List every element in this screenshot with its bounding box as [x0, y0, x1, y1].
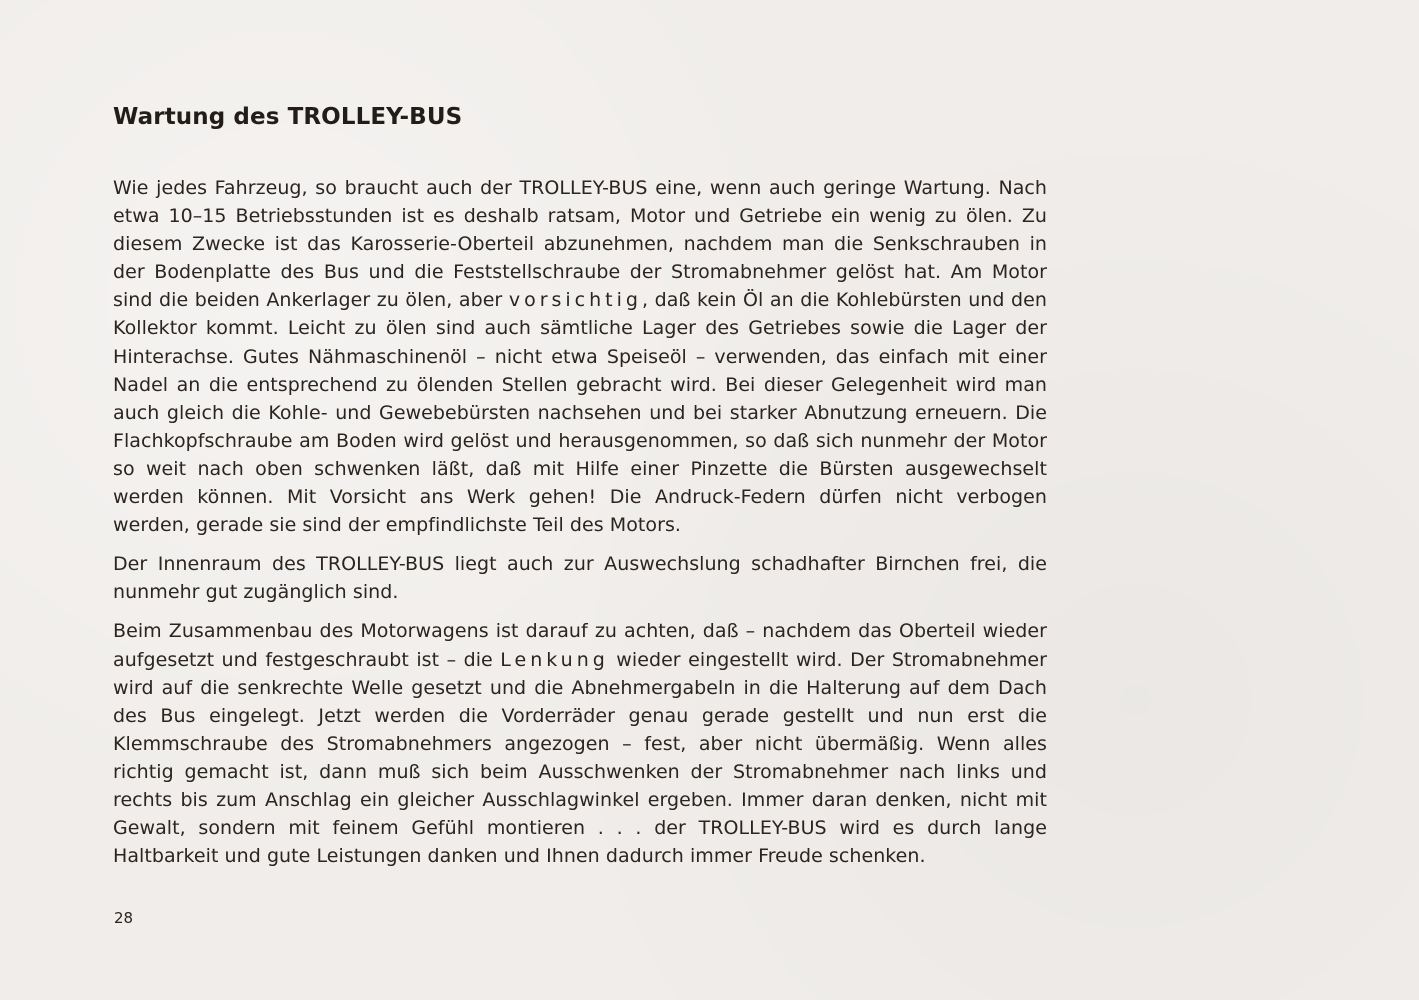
paragraph-3 [113, 617, 1047, 870]
document-body [113, 174, 1047, 870]
page-number: 28 [114, 909, 134, 927]
page-title: Wartung des TROLLEY-BUS [113, 104, 463, 130]
paragraph-1-text-a: Wie jedes Fahrzeug, so braucht auch der TROLLEY-BUS eine, wenn auch geringe Wartung. Nach etwa 10–15 Betriebsstunden ist es deshalb ratsam, Motor und Getriebe ein wenig zu ölen. Zu diesem Zwecke ist das Karosserie-Oberteil abzunehmen, nachdem man die Senkschrauben in der Bodenplatte des Bus und die Feststellschraube der Stromabnehmer gelöst hat. Am Motor sind die beiden Ankerlager zu ölen, aber [113, 177, 1047, 312]
paragraph-1-emphasis: vorsichtig [508, 289, 642, 312]
paragraph-1 [113, 174, 1047, 539]
paragraph-2: Der Innenraum des TROLLEY-BUS liegt auch zur Auswechslung schadhafter Birnchen frei, die nunmehr gut zugänglich sind. [113, 553, 1047, 604]
paragraph-3-text-a: Beim Zusammenbau des Motorwagens ist darauf zu achten, daß – nachdem das Oberteil wieder aufgesetzt und festgeschraubt ist – die [113, 620, 1047, 671]
paragraph-3-emphasis: Lenkung [500, 648, 609, 671]
paragraph-3-text-b: wieder eingestellt wird. Der Stromabnehmer wird auf die senkrechte Welle gesetzt und die Abnehmergabeln in die Halterung auf dem Dach des Bus eingelegt. Jetzt werden die Vorderräder genau gerade gestellt und nun erst die Klemmschraube des Stromabnehmers angezogen – fest, aber nicht übermäßig. Wenn alles richtig gemacht ist, dann muß sich beim Ausschwenken der Stromabnehmer nach links und rechts bis zum Anschlag ein gleicher Ausschlagwinkel ergeben. Immer daran denken, nicht mit Gewalt, sondern mit feinem Gefühl montieren . . . der TROLLEY-BUS wird es durch lange Haltbarkeit und gute Leistungen danken und Ihnen dadurch immer Freude schenken. [113, 648, 1047, 868]
paragraph-1-text-b: , daß kein Öl an die Kohlebürsten und den Kollektor kommt. Leicht zu ölen sind auch sämtliche Lager des Getriebes sowie die Lager der Hinterachse. Gutes Nähmaschinenöl – nicht etwa Speiseöl – verwenden, das einfach mit einer Nadel an die entsprechend zu ölenden Stellen gebracht wird. Bei dieser Gelegenheit wird man auch gleich die Kohle- und Gewebebürsten nachsehen und bei starker Abnutzung erneuern. Die Flachkopfschraube am Boden wird gelöst und herausgenommen, so daß sich nunmehr der Motor so weit nach oben schwenken läßt, daß mit Hilfe einer Pinzette die Bürsten ausgewechselt werden können. Mit Vorsicht ans Werk gehen! Die Andruck-Federn dürfen nicht verbogen werden, gerade sie sind der empfindlichste Teil des Motors. [113, 289, 1047, 537]
